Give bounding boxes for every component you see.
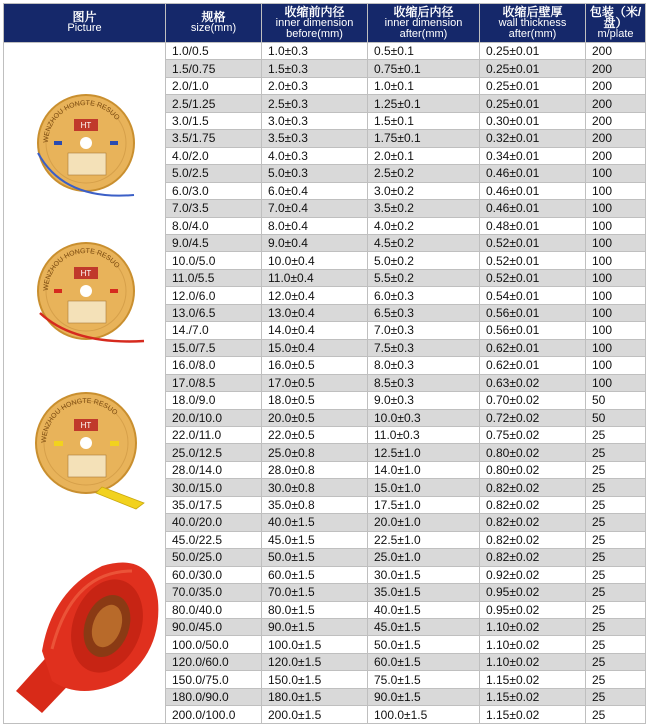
cell-wall: 0.25±0.01 [480, 60, 586, 77]
reel-brand-text-3: WENZHOU HONGTE RESUO [40, 397, 119, 444]
cell-wall: 1.15±0.02 [480, 688, 586, 705]
cell-wall: 0.80±0.02 [480, 461, 586, 478]
cell-size: 200.0/100.0 [166, 706, 262, 724]
header-wall-zh: 收缩后壁厚 [502, 4, 563, 19]
cell-before: 90.0±1.5 [262, 618, 368, 635]
cell-wall: 0.34±0.01 [480, 147, 586, 164]
header-pack-zh: 包装（米/盘） [589, 4, 642, 30]
cell-size: 12.0/6.0 [166, 287, 262, 304]
header-after [368, 4, 480, 43]
cell-before: 7.0±0.4 [262, 200, 368, 217]
cell-pack: 25 [586, 653, 646, 670]
cell-after: 2.0±0.1 [368, 147, 480, 164]
cell-after: 7.0±0.3 [368, 322, 480, 339]
reel-logo-text-1: HT [80, 121, 92, 130]
cell-size: 7.0/3.5 [166, 200, 262, 217]
cell-before: 15.0±0.4 [262, 339, 368, 356]
cell-pack: 100 [586, 200, 646, 217]
cell-after: 2.5±0.2 [368, 165, 480, 182]
cell-size: 17.0/8.5 [166, 374, 262, 391]
cell-size: 80.0/40.0 [166, 601, 262, 618]
cell-before: 20.0±0.5 [262, 409, 368, 426]
cell-wall: 0.25±0.01 [480, 43, 586, 60]
cell-wall: 0.62±0.01 [480, 357, 586, 374]
header-row [4, 4, 646, 43]
cell-after: 15.0±1.0 [368, 479, 480, 496]
cell-wall: 0.82±0.02 [480, 496, 586, 513]
header-size-zh: 规格 [201, 10, 226, 24]
cell-after: 5.0±0.2 [368, 252, 480, 269]
spec-table [3, 3, 646, 724]
cell-pack: 25 [586, 584, 646, 601]
cell-size: 6.0/3.0 [166, 182, 262, 199]
cell-before: 12.0±0.4 [262, 287, 368, 304]
cell-wall: 0.54±0.01 [480, 287, 586, 304]
cell-before: 2.5±0.3 [262, 95, 368, 112]
cell-wall: 0.92±0.02 [480, 566, 586, 583]
cell-size: 20.0/10.0 [166, 409, 262, 426]
cell-size: 3.0/1.5 [166, 112, 262, 129]
cell-before: 9.0±0.4 [262, 234, 368, 251]
header-after-en2: after(mm) [399, 27, 448, 40]
cell-before: 8.0±0.4 [262, 217, 368, 234]
cell-size: 28.0/14.0 [166, 461, 262, 478]
cell-size: 2.5/1.25 [166, 95, 262, 112]
cell-pack: 100 [586, 339, 646, 356]
table-row [4, 43, 646, 60]
cell-after: 25.0±1.0 [368, 549, 480, 566]
cell-before: 70.0±1.5 [262, 584, 368, 601]
cell-before: 17.0±0.5 [262, 374, 368, 391]
cell-wall: 0.63±0.02 [480, 374, 586, 391]
cell-pack: 25 [586, 706, 646, 724]
cell-pack: 25 [586, 461, 646, 478]
cell-after: 50.0±1.5 [368, 636, 480, 653]
cell-pack: 100 [586, 165, 646, 182]
cell-before: 45.0±1.5 [262, 531, 368, 548]
spec-table-body [4, 43, 646, 724]
cell-after: 11.0±0.3 [368, 426, 480, 443]
cell-wall: 0.82±0.02 [480, 514, 586, 531]
cell-wall: 0.52±0.01 [480, 252, 586, 269]
cell-size: 15.0/7.5 [166, 339, 262, 356]
cell-before: 28.0±0.8 [262, 461, 368, 478]
cell-pack: 100 [586, 269, 646, 286]
cell-size: 150.0/75.0 [166, 671, 262, 688]
cell-pack: 100 [586, 287, 646, 304]
cell-after: 0.75±0.1 [368, 60, 480, 77]
cell-pack: 200 [586, 130, 646, 147]
cell-wall: 0.80±0.02 [480, 444, 586, 461]
cell-after: 8.5±0.3 [368, 374, 480, 391]
header-before-en2: before(mm) [286, 27, 343, 40]
cell-pack: 100 [586, 374, 646, 391]
cell-after: 14.0±1.0 [368, 461, 480, 478]
cell-pack: 200 [586, 112, 646, 129]
cell-pack: 200 [586, 95, 646, 112]
cell-after: 35.0±1.5 [368, 584, 480, 601]
cell-after: 1.75±0.1 [368, 130, 480, 147]
cell-before: 10.0±0.4 [262, 252, 368, 269]
cell-size: 8.0/4.0 [166, 217, 262, 234]
cell-pack: 25 [586, 514, 646, 531]
cell-pack: 200 [586, 60, 646, 77]
cell-wall: 0.46±0.01 [480, 200, 586, 217]
cell-before: 14.0±0.4 [262, 322, 368, 339]
cell-wall: 1.10±0.02 [480, 636, 586, 653]
cell-size: 60.0/30.0 [166, 566, 262, 583]
cell-after: 90.0±1.5 [368, 688, 480, 705]
cell-before: 16.0±0.5 [262, 357, 368, 374]
cell-after: 10.0±0.3 [368, 409, 480, 426]
cell-after: 0.5±0.1 [368, 43, 480, 60]
header-before-zh: 收缩前内径 [284, 4, 345, 19]
header-after-en1: inner dimension [384, 16, 463, 29]
cell-pack: 25 [586, 549, 646, 566]
cell-wall: 0.75±0.02 [480, 426, 586, 443]
cell-size: 3.5/1.75 [166, 130, 262, 147]
picture-column [4, 43, 166, 724]
cell-size: 9.0/4.5 [166, 234, 262, 251]
cell-size: 22.0/11.0 [166, 426, 262, 443]
cell-after: 60.0±1.5 [368, 653, 480, 670]
cell-after: 12.5±1.0 [368, 444, 480, 461]
cell-wall: 0.56±0.01 [480, 322, 586, 339]
reel-brand-text-1: WENZHOU HONGTE RESUO [42, 99, 121, 144]
cell-before: 1.0±0.3 [262, 43, 368, 60]
cell-size: 45.0/22.5 [166, 531, 262, 548]
cell-size: 4.0/2.0 [166, 147, 262, 164]
product-pictures [4, 43, 165, 723]
cell-before: 30.0±0.8 [262, 479, 368, 496]
cell-wall: 0.25±0.01 [480, 95, 586, 112]
cell-size: 90.0/45.0 [166, 618, 262, 635]
cell-after: 3.5±0.2 [368, 200, 480, 217]
header-before-en1: inner dimension [275, 16, 354, 29]
cell-pack: 25 [586, 426, 646, 443]
cell-before: 40.0±1.5 [262, 514, 368, 531]
cell-before: 50.0±1.5 [262, 549, 368, 566]
cell-wall: 0.32±0.01 [480, 130, 586, 147]
reel-logo-text-3: HT [80, 421, 92, 430]
reel-brand-text-2: WENZHOU HONGTE RESUO [42, 247, 121, 292]
cell-pack: 100 [586, 252, 646, 269]
cell-before: 80.0±1.5 [262, 601, 368, 618]
cell-before: 3.5±0.3 [262, 130, 368, 147]
cell-wall: 1.15±0.02 [480, 706, 586, 724]
cell-size: 35.0/17.5 [166, 496, 262, 513]
cell-pack: 25 [586, 479, 646, 496]
cell-size: 50.0/25.0 [166, 549, 262, 566]
cell-wall: 0.48±0.01 [480, 217, 586, 234]
cell-wall: 0.95±0.02 [480, 601, 586, 618]
cell-after: 1.25±0.1 [368, 95, 480, 112]
cell-pack: 25 [586, 566, 646, 583]
cell-before: 1.5±0.3 [262, 60, 368, 77]
cell-pack: 50 [586, 392, 646, 409]
cell-wall: 0.46±0.01 [480, 165, 586, 182]
cell-before: 6.0±0.4 [262, 182, 368, 199]
cell-pack: 100 [586, 357, 646, 374]
cell-wall: 0.56±0.01 [480, 304, 586, 321]
cell-pack: 100 [586, 322, 646, 339]
header-wall-en2: after(mm) [508, 27, 557, 40]
cell-pack: 50 [586, 409, 646, 426]
cell-after: 45.0±1.5 [368, 618, 480, 635]
cell-after: 40.0±1.5 [368, 601, 480, 618]
header-wall [480, 4, 586, 43]
cell-pack: 25 [586, 531, 646, 548]
cell-wall: 0.52±0.01 [480, 269, 586, 286]
cell-size: 120.0/60.0 [166, 653, 262, 670]
cell-pack: 100 [586, 304, 646, 321]
cell-after: 17.5±1.0 [368, 496, 480, 513]
cell-before: 25.0±0.8 [262, 444, 368, 461]
cell-pack: 200 [586, 43, 646, 60]
cell-after: 6.0±0.3 [368, 287, 480, 304]
cell-pack: 25 [586, 671, 646, 688]
cell-pack: 100 [586, 182, 646, 199]
cell-before: 18.0±0.5 [262, 392, 368, 409]
cell-after: 6.5±0.3 [368, 304, 480, 321]
reel-logo-text-2: HT [80, 269, 92, 278]
header-picture-zh: 图片 [72, 10, 97, 24]
cell-size: 70.0/35.0 [166, 584, 262, 601]
cell-wall: 0.72±0.02 [480, 409, 586, 426]
cell-after: 7.5±0.3 [368, 339, 480, 356]
cell-wall: 0.95±0.02 [480, 584, 586, 601]
cell-before: 35.0±0.8 [262, 496, 368, 513]
cell-pack: 25 [586, 601, 646, 618]
header-wall-en1: wall thickness [498, 16, 567, 29]
cell-size: 180.0/90.0 [166, 688, 262, 705]
tube-roll-image [12, 531, 162, 716]
cell-pack: 100 [586, 217, 646, 234]
cell-size: 1.0/0.5 [166, 43, 262, 60]
cell-before: 22.0±0.5 [262, 426, 368, 443]
cell-before: 200.0±1.5 [262, 706, 368, 724]
cell-pack: 200 [586, 77, 646, 94]
cell-after: 3.0±0.2 [368, 182, 480, 199]
cell-size: 100.0/50.0 [166, 636, 262, 653]
cell-wall: 0.30±0.01 [480, 112, 586, 129]
cell-after: 1.0±0.1 [368, 77, 480, 94]
cell-before: 5.0±0.3 [262, 165, 368, 182]
cell-before: 120.0±1.5 [262, 653, 368, 670]
cell-pack: 25 [586, 618, 646, 635]
cell-wall: 0.82±0.02 [480, 531, 586, 548]
cell-wall: 1.10±0.02 [480, 618, 586, 635]
cell-size: 14./7.0 [166, 322, 262, 339]
cell-wall: 0.82±0.02 [480, 549, 586, 566]
cell-after: 20.0±1.0 [368, 514, 480, 531]
cell-before: 11.0±0.4 [262, 269, 368, 286]
cell-after: 30.0±1.5 [368, 566, 480, 583]
cell-wall: 1.10±0.02 [480, 653, 586, 670]
cell-before: 13.0±0.4 [262, 304, 368, 321]
header-size [166, 4, 262, 43]
cell-wall: 0.46±0.01 [480, 182, 586, 199]
cell-pack: 25 [586, 444, 646, 461]
reel-image-red [34, 233, 149, 353]
cell-wall: 0.25±0.01 [480, 77, 586, 94]
cell-wall: 0.62±0.01 [480, 339, 586, 356]
cell-after: 1.5±0.1 [368, 112, 480, 129]
header-size-en: size(mm) [190, 22, 237, 34]
header-after-zh: 收缩后内径 [393, 4, 454, 19]
cell-size: 30.0/15.0 [166, 479, 262, 496]
header-pack [586, 4, 646, 43]
cell-after: 5.5±0.2 [368, 269, 480, 286]
cell-size: 40.0/20.0 [166, 514, 262, 531]
cell-size: 1.5/0.75 [166, 60, 262, 77]
cell-size: 25.0/12.5 [166, 444, 262, 461]
cell-before: 180.0±1.5 [262, 688, 368, 705]
header-pack-en: m/plate [597, 27, 634, 40]
cell-wall: 0.82±0.02 [480, 479, 586, 496]
cell-wall: 0.52±0.01 [480, 234, 586, 251]
cell-after: 9.0±0.3 [368, 392, 480, 409]
cell-before: 60.0±1.5 [262, 566, 368, 583]
cell-size: 18.0/9.0 [166, 392, 262, 409]
cell-after: 4.0±0.2 [368, 217, 480, 234]
cell-size: 2.0/1.0 [166, 77, 262, 94]
cell-wall: 1.15±0.02 [480, 671, 586, 688]
header-picture [4, 4, 166, 43]
cell-pack: 200 [586, 147, 646, 164]
cell-wall: 0.70±0.02 [480, 392, 586, 409]
cell-before: 2.0±0.3 [262, 77, 368, 94]
cell-pack: 100 [586, 234, 646, 251]
cell-before: 150.0±1.5 [262, 671, 368, 688]
cell-size: 16.0/8.0 [166, 357, 262, 374]
cell-pack: 25 [586, 496, 646, 513]
cell-size: 10.0/5.0 [166, 252, 262, 269]
cell-pack: 25 [586, 688, 646, 705]
cell-after: 8.0±0.3 [368, 357, 480, 374]
cell-before: 4.0±0.3 [262, 147, 368, 164]
cell-after: 22.5±1.0 [368, 531, 480, 548]
cell-size: 11.0/5.5 [166, 269, 262, 286]
header-picture-en: Picture [67, 22, 102, 34]
cell-after: 75.0±1.5 [368, 671, 480, 688]
cell-after: 4.5±0.2 [368, 234, 480, 251]
cell-size: 13.0/6.5 [166, 304, 262, 321]
cell-pack: 25 [586, 636, 646, 653]
reel-image-blue [34, 83, 144, 203]
header-before [262, 4, 368, 43]
cell-size: 5.0/2.5 [166, 165, 262, 182]
reel-image-yellow [32, 385, 150, 510]
cell-before: 100.0±1.5 [262, 636, 368, 653]
cell-after: 100.0±1.5 [368, 706, 480, 724]
cell-before: 3.0±0.3 [262, 112, 368, 129]
